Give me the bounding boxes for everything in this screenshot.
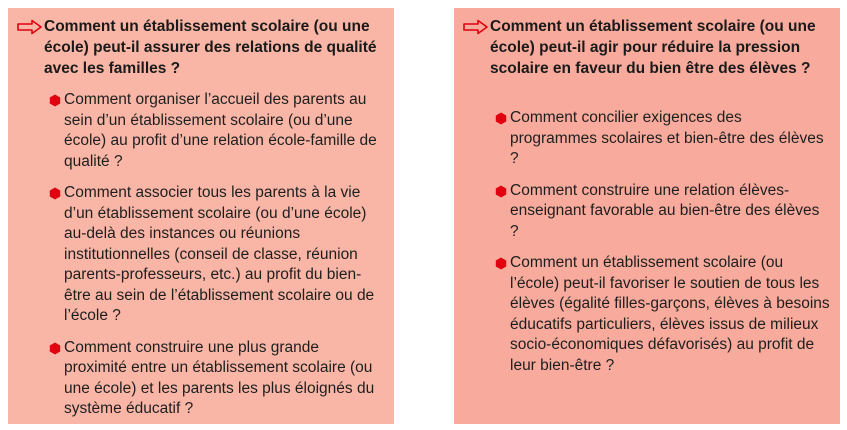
- list-item-text: Comment construire une plus grande proximité entre un établissement scolaire (ou une école) et les parents les plus éloignés du système éducatif ?: [64, 338, 375, 417]
- list-item-text: Comment construire une relation élèves-enseignant favorable au bien-être des élèves ?: [510, 181, 820, 240]
- list-item-text: Comment organiser l’accueil des parents au sein d’un établissement scolaire (ou d’une école) au profit d’une relation école-famille de qualité ?: [64, 91, 377, 170]
- hexagon-bullet-icon: [494, 112, 508, 125]
- list-item-text: Comment concilier exigences des programmes scolaires et bien-être des élèves ?: [510, 109, 824, 167]
- hexagon-bullet-icon: [494, 185, 508, 198]
- list-item: [494, 181, 830, 243]
- right-sub-question-list: [494, 108, 830, 387]
- hexagon-bullet-icon: [494, 257, 508, 270]
- hexagon-bullet-icon: [48, 94, 62, 107]
- right-question-text: Comment un établissement scolaire (ou une école) peut-il agir pour réduire la pression scolaire en faveur du bien être des élèves ?: [490, 18, 816, 77]
- list-item: [48, 90, 384, 172]
- list-item-text: Comment associer tous les parents à la vie d’un établissement scolaire (ou d’une école) au-delà des instances ou réunions institutionnelles (conseil de classe, réunion parents-professeurs, etc.) au profit du bien-être au sein de l’établissement scolaire ou de l’école ?: [64, 184, 375, 324]
- list-item: [48, 183, 384, 327]
- arrow-right-outline-icon: [16, 19, 44, 35]
- hexagon-bullet-icon: [48, 187, 62, 200]
- list-item: [48, 338, 384, 420]
- hexagon-bullet-icon: [48, 342, 62, 355]
- left-question-card: [8, 8, 394, 424]
- list-item-text: Comment un établissement scolaire (ou l’école) peut-il favoriser le soutien de tous les élèves (égalité filles-garçons, élèves à besoins éducatifs particuliers, élèves issus de milieux socio-économiques défavorisés) au profit de leur bien-être ?: [510, 254, 830, 374]
- left-main-question: [16, 16, 384, 79]
- left-sub-question-list: [48, 90, 384, 430]
- right-main-question: [462, 16, 830, 79]
- left-question-text: Comment un établissement scolaire (ou une école) peut-il assurer des relations de qualité avec les familles ?: [44, 18, 377, 77]
- arrow-right-outline-icon: [462, 19, 490, 35]
- list-item: [494, 253, 830, 376]
- right-question-card: [454, 8, 840, 424]
- list-item: [494, 108, 830, 170]
